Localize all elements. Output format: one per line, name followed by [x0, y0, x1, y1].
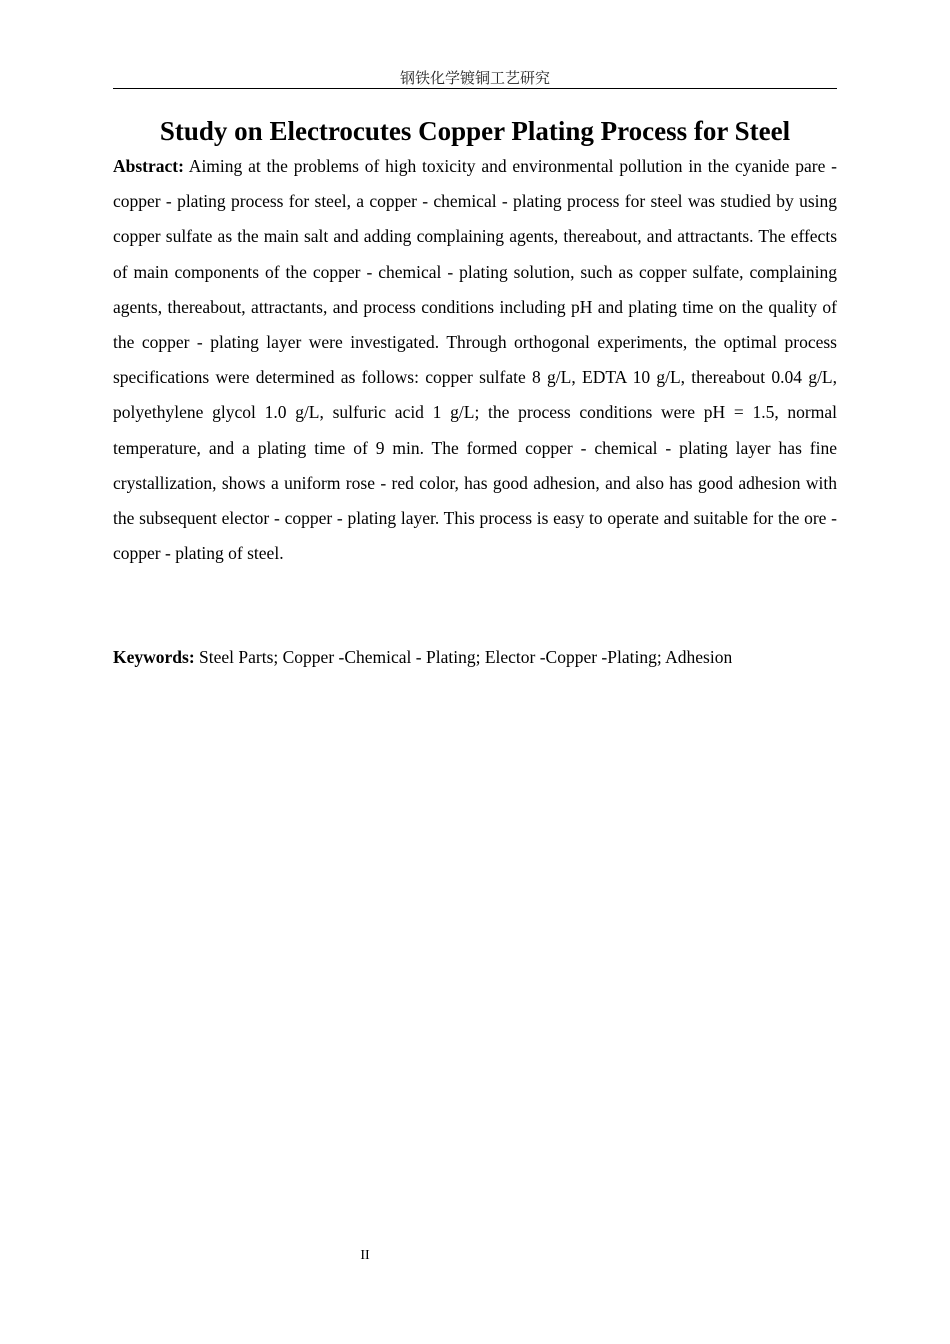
page-number: II	[360, 1248, 370, 1263]
running-header: 钢铁化学镀铜工艺研究	[399, 69, 550, 87]
keywords-paragraph	[113, 640, 837, 675]
abstract-text: Aiming at the problems of high toxicity and environmental pollution in the cyanide pare - copper - plating process for steel, a copper - chemical - plating process for steel was studied by using copper sulfate as the main salt and adding complaining agents, thereabout, and attractants. The effects of main components of the copper - chemical - plating solution, such as copper sulfate, complaining agents, thereabout, attractants, and process conditions including pH and plating time on the quality of the copper - plating layer were investigated. Through orthogonal experiments, the optimal process specifications were determined as follows: copper sulfate 8 g/L, EDTA 10 g/L, thereabout 0.04 g/L, polyethylene glycol 1.0 g/L, sulfuric acid 1 g/L; the process conditions were pH = 1.5, normal temperature, and a plating time of 9 min. The formed copper - chemical - plating layer has fine crystallization, shows a uniform rose - red color, has good adhesion, and also has good adhesion with the subsequent elector - copper - plating layer. This process is easy to operate and suitable for the ore - copper - plating of steel.	[113, 156, 837, 564]
keywords-text: Steel Parts; Copper -Chemical - Plating; Elector -Copper -Plating; Adhesion	[194, 647, 733, 667]
abstract-label: Abstract:	[113, 156, 184, 176]
header-rule	[113, 88, 837, 89]
abstract-paragraph	[113, 149, 837, 571]
paper-title: Study on Electrocutes Copper Plating Process for Steel	[159, 116, 791, 146]
keywords-label: Keywords:	[113, 647, 195, 667]
